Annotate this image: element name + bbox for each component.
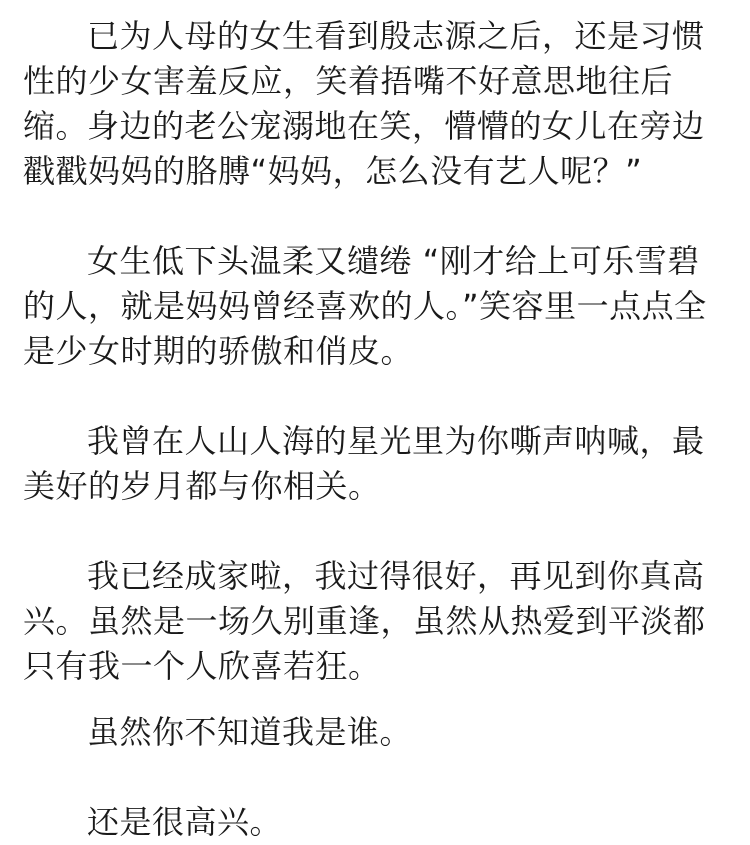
paragraph-1: 已为人母的女生看到殷志源之后，还是习惯性的少女害羞反应，笑着捂嘴不好意思地往后缩。 (23, 17, 705, 145)
paragraph-7: 还是很高兴。 (87, 803, 283, 841)
paragraph-5: 我已经成家啦，我过得很好，再见到你真高兴。虽然是一场久别重逢，虽然从热爱到平淡都只有我一个人欣喜若狂。 (23, 557, 706, 685)
paragraph-4: 我曾在人山人海的星光里为你嘶声呐喊，最美好的岁月都与你相关。 (23, 422, 705, 505)
paragraph-3: 女生低下头温柔又缱绻 “刚才给上可乐雪碧的人，就是妈妈曾经喜欢的人。”笑容里一点点全是少女时期的骄傲和俏皮。 (23, 242, 707, 370)
paragraph-2: 身边的老公宠溺地在笑，懵懵的女儿在旁边戳戳妈妈的胳膊“妈妈，怎么没有艺人呢？” (23, 107, 705, 190)
paragraph-6: 虽然你不知道我是谁。 (87, 713, 413, 751)
